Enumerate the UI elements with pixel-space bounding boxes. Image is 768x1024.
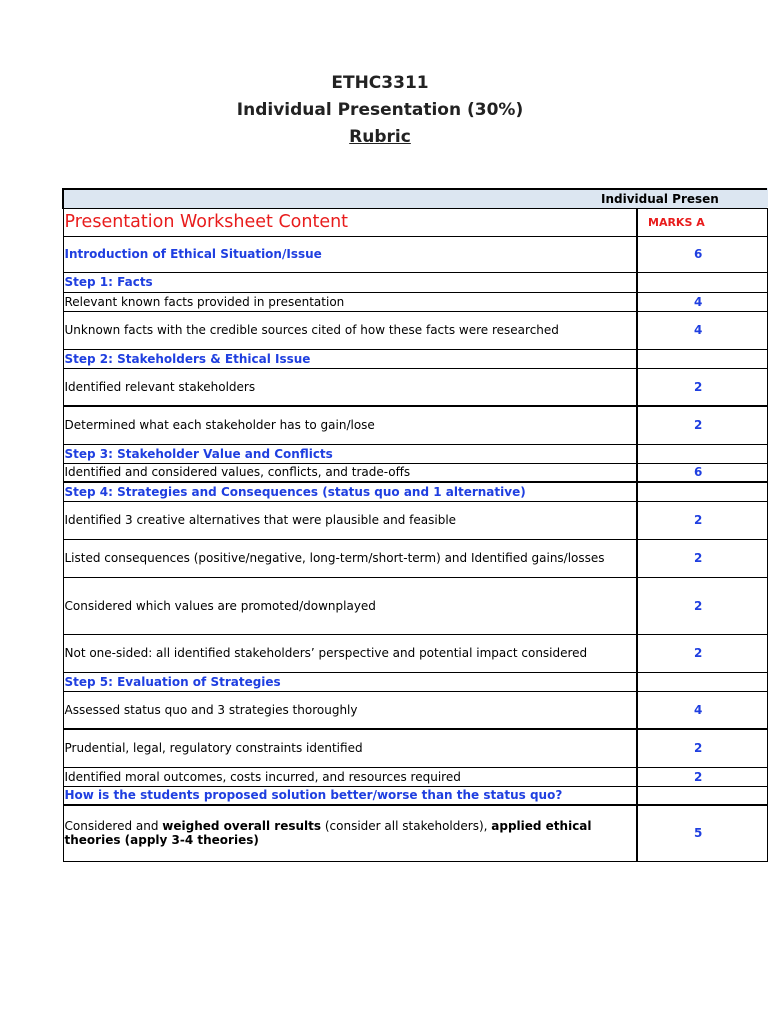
table-row — [63, 272, 767, 292]
mark-cell: 4 — [637, 292, 767, 311]
table-row — [63, 311, 767, 349]
table-row — [63, 482, 767, 501]
criterion-cell: Relevant known facts provided in presentation — [63, 292, 637, 311]
section-heading: Step 4: Strategies and Consequences (status quo and 1 alternative) — [63, 482, 637, 501]
mark-cell — [637, 444, 767, 463]
mark-cell — [637, 786, 767, 805]
mark-cell: 6 — [637, 463, 767, 482]
mark-cell: 2 — [637, 406, 767, 444]
mark-cell: 2 — [637, 368, 767, 406]
mark-cell: 2 — [637, 501, 767, 539]
criterion-cell: Identified and considered values, conflicts, and trade-offs — [63, 463, 637, 482]
criterion-cell: Introduction of Ethical Situation/Issue — [63, 236, 637, 272]
banner-row — [63, 189, 767, 208]
table-row — [63, 539, 767, 577]
table-row — [63, 805, 767, 861]
criterion-cell: Determined what each stakeholder has to gain/lose — [63, 406, 637, 444]
section-heading: Step 5: Evaluation of Strategies — [63, 672, 637, 691]
table-row — [63, 349, 767, 368]
mark-cell: 4 — [637, 311, 767, 349]
mark-cell — [637, 672, 767, 691]
table-row — [63, 729, 767, 767]
mark-cell: 2 — [637, 767, 767, 786]
table-row — [63, 292, 767, 311]
table-row — [63, 463, 767, 482]
marks-header: MARKS A — [637, 208, 767, 236]
table-row — [63, 577, 767, 634]
table-row — [63, 672, 767, 691]
table-row — [63, 691, 767, 729]
criterion-text: (consider all stakeholders), — [321, 819, 492, 834]
table-row — [63, 786, 767, 805]
worksheet-heading: Presentation Worksheet Content — [63, 208, 637, 236]
mark-cell: 4 — [637, 691, 767, 729]
criterion-cell: Considered which values are promoted/downplayed — [63, 577, 637, 634]
criterion-cell: Identified moral outcomes, costs incurred, and resources required — [63, 767, 637, 786]
rubric-label: Rubric — [349, 127, 411, 147]
criterion-cell: Identified relevant stakeholders — [63, 368, 637, 406]
rubric-table — [62, 188, 768, 862]
mark-cell: 2 — [637, 539, 767, 577]
criterion-emphasis: weighed overall results — [162, 819, 322, 834]
table-row — [63, 634, 767, 672]
banner-cell — [63, 189, 767, 208]
criterion-cell: Listed consequences (positive/negative, long-term/short-term) and Identified gains/losses — [63, 539, 637, 577]
document-header — [0, 70, 760, 151]
table-row — [63, 767, 767, 786]
section-heading: Step 1: Facts — [63, 272, 637, 292]
course-code: ETHC3311 — [331, 73, 429, 93]
rubric-sheet — [62, 188, 768, 863]
table-row — [63, 236, 767, 272]
banner-text: Individual Presen — [601, 191, 719, 206]
table-row — [63, 368, 767, 406]
mark-cell — [637, 482, 767, 501]
section-heading: Step 3: Stakeholder Value and Conflicts — [63, 444, 637, 463]
table-row — [63, 501, 767, 539]
mark-cell: 2 — [637, 577, 767, 634]
criterion-emphasis: applied ethical theories (apply 3-4 theories) — [64, 819, 592, 848]
criterion-cell: Prudential, legal, regulatory constraints identified — [63, 729, 637, 767]
criterion-cell: Not one-sided: all identified stakeholders’ perspective and potential impact considered — [63, 634, 637, 672]
table-row — [63, 444, 767, 463]
section-heading: Step 2: Stakeholders & Ethical Issue — [63, 349, 637, 368]
section-heading: How is the students proposed solution better/worse than the status quo? — [63, 786, 637, 805]
table-row — [63, 406, 767, 444]
mark-cell: 2 — [637, 634, 767, 672]
document-title: Individual Presentation (30%) — [236, 100, 524, 120]
mark-cell: 5 — [637, 805, 767, 861]
criterion-cell — [63, 805, 637, 861]
mark-cell — [637, 272, 767, 292]
criterion-text: Considered and — [64, 819, 163, 834]
mark-cell — [637, 349, 767, 368]
mark-cell: 6 — [637, 236, 767, 272]
criterion-cell: Unknown facts with the credible sources cited of how these facts were researched — [63, 311, 637, 349]
criterion-cell: Assessed status quo and 3 strategies thoroughly — [63, 691, 637, 729]
criterion-cell: Identified 3 creative alternatives that were plausible and feasible — [63, 501, 637, 539]
mark-cell: 2 — [637, 729, 767, 767]
heading-row — [63, 208, 767, 236]
